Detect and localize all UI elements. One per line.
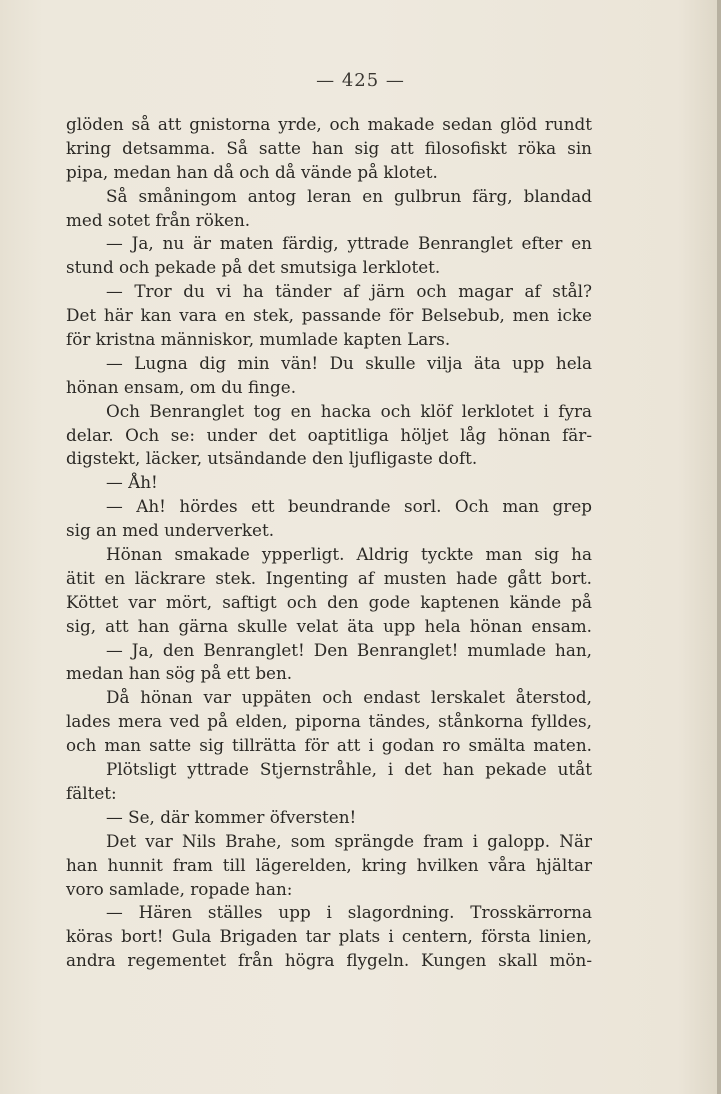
text-line: ätit en läckrare stek. Ingenting af musten hade gått bort. xyxy=(66,567,592,588)
text-line: Så småningom antog leran en gulbrun färg, blandad xyxy=(106,185,592,206)
text-line: Då hönan var uppäten och endast lerskalet återstod, xyxy=(106,687,592,708)
text-line: Och Benranglet tog en hacka och klöf lerklotet i fyra xyxy=(106,400,592,421)
text-line: — Lugna dig min vän! Du skulle vilja äta upp hela xyxy=(106,352,592,373)
page-number: — 425 — xyxy=(316,70,405,91)
text-line: — Ah! hördes ett beundrande sorl. Och man grep xyxy=(106,496,592,517)
text-line: hönan ensam, om du finge. xyxy=(66,376,297,397)
text-line: med sotet från röken. xyxy=(66,209,251,230)
text-line: voro samlade, ropade han: xyxy=(66,878,293,899)
page-edge xyxy=(717,0,721,1094)
text-line: fältet: xyxy=(66,782,117,803)
body-text xyxy=(66,113,592,973)
text-line: Det var Nils Brahe, som sprängde fram i galopp. När xyxy=(106,830,592,851)
text-line: han hunnit fram till lägerelden, kring hvilken våra hjältar xyxy=(66,854,592,875)
text-line: kring detsamma. Så satte han sig att filosofiskt röka sin xyxy=(66,137,592,158)
text-line: — Åh! xyxy=(106,472,158,493)
text-line: Köttet var mört, saftigt och den gode kaptenen kände på xyxy=(66,591,592,612)
text-line: köras bort! Gula Brigaden tar plats i centern, första linien, xyxy=(66,926,592,947)
text-line: Det här kan vara en stek, passande för Belsebub, men icke xyxy=(66,305,592,326)
text-line: för kristna människor, mumlade kapten Lars. xyxy=(66,329,451,350)
text-line: stund och pekade på det smutsiga lerklotet. xyxy=(66,257,441,278)
text-line: — Hären ställes upp i slagordning. Trosskärrorna xyxy=(106,902,592,923)
text-line: glöden så att gnistorna yrde, och makade sedan glöd rundt xyxy=(66,114,592,134)
text-line: digstekt, läcker, utsändande den ljufligaste doft. xyxy=(66,448,478,469)
text-line: — Ja, nu är maten färdig, yttrade Benranglet efter en xyxy=(106,233,592,254)
text-line: delar. Och se: under det oaptitliga höljet låg hönan fär- xyxy=(66,424,592,445)
text-line: och man satte sig tillrätta för att i godan ro smälta maten. xyxy=(66,735,592,756)
text-line: — Ja, den Benranglet! Den Benranglet! mumlade han, xyxy=(106,639,592,660)
text-line: medan han sög på ett ben. xyxy=(66,663,293,684)
text-line: — Tror du vi ha tänder af järn och magar af stål? xyxy=(106,281,592,302)
text-line: sig an med underverket. xyxy=(66,520,275,541)
text-line: — Se, där kommer öfversten! xyxy=(106,806,357,827)
text-line: Plötsligt yttrade Stjernstråhle, i det han pekade utåt xyxy=(106,759,592,780)
text-line: pipa, medan han då och då vände på klotet. xyxy=(66,161,438,182)
text-line: sig, att han gärna skulle velat äta upp hela hönan ensam. xyxy=(66,615,592,636)
text-line: lades mera ved på elden, piporna tändes, stånkorna fylldes, xyxy=(66,711,592,732)
text-line: Hönan smakade ypperligt. Aldrig tyckte man sig ha xyxy=(106,544,592,565)
text-line: andra regementet från högra flygeln. Kungen skall mön- xyxy=(66,950,592,971)
